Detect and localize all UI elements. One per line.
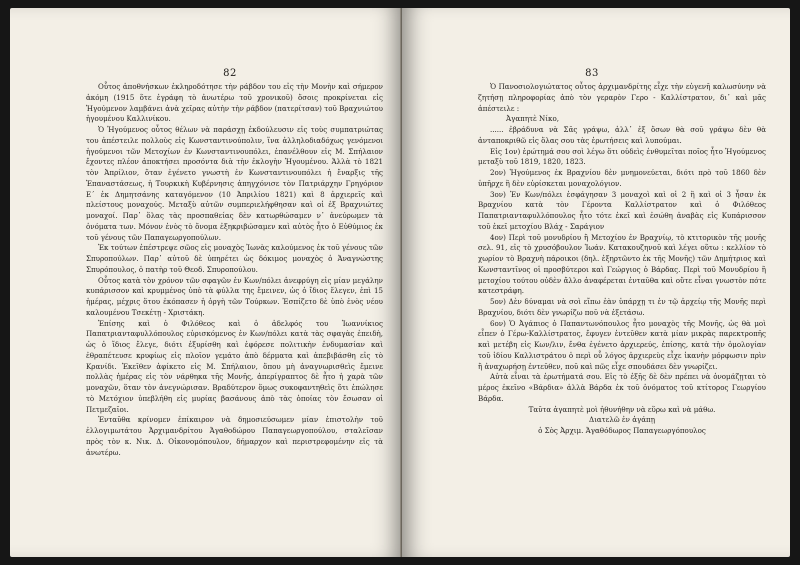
letter-paragraph: 5ον) Δὲν δύναμαι νὰ σοὶ εἴπω ἐὰν ὑπάρχῃ τι ἐν τῷ ἀρχείῳ τῆς Μονῆς περὶ Βραχνίου, διότι δὲν γνωρίζω ποῦ νὰ ἐξετάσω. <box>478 297 766 317</box>
paragraph: Οὗτος ἀποθνήσκων ἐκληροδότησε τὴν ράβδον του εἰς τὴν Μονὴν καὶ σήμερον ἀκόμη (1915 ὅτε ἐγράφη τὸ ἀνωτέρω τοῦ χρονικοῦ) ὅσοις προκρίνεται εἰς Ἡγούμενον λαμβάνει ἀνὰ χεῖρας αὐτὴν τὴν ράβδον (πατερίτσαν) τοῦ Βραχνιώτου ἡγουμένου Καλλινίκου. <box>86 82 383 124</box>
page-number-right: 83 <box>585 68 599 79</box>
paragraph: Οὗτος κατὰ τὸν χρόνον τῶν σφαγῶν ἐν Κων/πόλει ἀνεφρύγη εἰς μίαν μεγάλην κυπάρισσον καὶ κρυμμένος ὑπὸ τὰ φύλλα της ἔμεινεν, ὡς ὁ ἴδιος ἔλεγεν, ἐπὶ 15 ἡμέρας, μέχρις ὅτου ἐκόπασεν ἡ ὀργὴ τῶν Τούρκων. Ἐσπίζετο δὲ ὑπὸ ἑνὸς νέου καλουμένου Τσεκέτῃ - Χριστάκη. <box>86 275 383 317</box>
letter-paragraph: 6ον) Ὁ Ἀγάπιος ὁ Παπαντωνόπουλος ἦτο μοναχὸς τῆς Μονῆς, ὡς θὰ μοὶ εἶπεν ὁ Γέρω-Καλλίστρατος, ἔφυγεν ἐντεῦθεν κατὰ μίαν μικρὰς παρεκτροπῆς καὶ μετέβη εἰς Κων/λιν, ἔνθα ἐγένετο ἀρχιερεύς, ἐπίσης, κατὰ τὴν ὁμολογίαν τοῦ ἰδίου Καλλιστράτου ὁ περὶ οὗ λόγος ἀρχιερεὺς εἶχε ἱκανὴν μόρφωσιν πρὶν ἢ ἀναχωρήσῃ ἐντεῦθεν, ποῦ καὶ πῶς εἶχε σπουδάσει δὲν γνωρίζει. <box>478 318 766 371</box>
letter-paragraph: Αὐτὰ εἶναι τὰ ἐρωτήματά σου. Εἰς τὸ ἐξῆς δὲ δὲν πρέπει νὰ ὀνομάζῃται τὸ μέρος ἐκεῖνο «Βάρδια» ἀλλὰ Βάρδα ἐκ τοῦ ὀνόματος τοῦ κτίτορος Γεωργίου Βάρδα. <box>478 372 766 403</box>
letter-salutation: Ἀγαπητὲ Νίκο, <box>506 114 559 124</box>
letter-paragraph: 3ον) Ἐν Κων/πόλει ἐσφάγησαν 3 μοναχοὶ καὶ οἱ 2 ἢ καὶ οἱ 3 ἦσαν ἐκ Βραχνίου κατὰ τὸν Γέροντα Καλλίστρατον καὶ ὁ Φιλόθεος Παπατριανταφυλλόπουλος ἦτο τότε ἐκεῖ καὶ ἐσώθη ἀναβὰς εἰς Κυπάρισσον τοῦ ἐκεῖ μετοχίου Βλάχ - Σαράγιον <box>478 189 766 231</box>
letter-signature: ὁ Σὸς Ἀρχιμ. Ἀγαθόδωρος Παπαγεωργόπουλος <box>538 426 706 435</box>
intro-paragraph: Ὁ Πανοσιολογιώτατος οὗτος ἀρχιμανδρίτης εἶχε τὴν εὐγενῆ καλωσύνην νὰ ζητήσῃ πληροφορίας ἀπὸ τὸν γεραρὸν Γερο - Καλλίστρατον, δι᾽ καὶ μᾶς ἀπέστειλε : <box>478 82 766 113</box>
letter-closing: Ταῦτα ἀγαπητὲ μοὶ ἠθυνήθην νὰ εὕρω καὶ νὰ μάθω. <box>528 404 716 414</box>
right-page-text <box>478 82 766 437</box>
page-number-left: 82 <box>223 68 237 79</box>
left-page <box>10 8 402 557</box>
paragraph: Ἐκ τούτων ἐπέστρεψε σῶος εἰς μοναχὸς Ἰωνὰς καλούμενος ἐκ τοῦ γένους τῶν Σπυροπούλων. Παρ᾽ αὐτοῦ δὲ ὑπηρέτει ὡς δόκιμος μοναχὸς ὁ Ἀναγνώστης Σπυρόπουλος, ὁ πατὴρ τοῦ Θεοδ. Σπυροπούλου. <box>86 243 383 274</box>
paragraph: Ἐπίσης καὶ ὁ Φιλόθεος καὶ ὁ ἀδελφός του Ἰωαννίκιος Παπατριανταφυλλόπουλος εὑρισκόμενος ἐν Κων/πόλει κατὰ τὰς σφαγὰς ἐπειδὴ, ὡς ὁ ἴδιος ἔλεγε, διότι ἐξυρίσθη καὶ ἐφόρεσε πολιτικὴν ἐνδυμασίαν καὶ ἐθραπέτευσε κρυφίως εἰς πλοῖον γεμάτο ἀπὸ δέρματα καὶ ἀπεβιβάσθη εἰς τὸ Κρανίδι. Ἐκεῖθεν ἀφίκετο εἰς Μ. Σπήλαιον, ὅπου μὴ ἀναγνωρισθεὶς ἔμεινε πολλὰς ἡμέρας εἰς τὸν νάρθηκα τῆς Μονῆς, ἀπερίγραπτος δὲ ἦτο ἡ χαρὰ τῶν μοναχῶν, ὅταν τὸν ἀνεγνώρισαν. Βραδύτερον ὅμως συκοφαντηθεὶς ὅτι ἐπώλησε τὸ Μετόχιον ὑπεβλήθη εἰς μυρίας βασάνους ἀπὸ τὰς ὁποίας τὸν ἔσωσαν οἱ Πετμεζαῖοι. <box>86 318 383 414</box>
right-page <box>402 8 790 557</box>
letter-paragraph: Εἰς 1ον) ἐρώτημά σου σοὶ λέγω ὅτι οὐδεὶς ἐνθυμεῖται ποῖος ἦτο Ἡγούμενος μεταξὺ τοῦ 1819, 1820, 1823. <box>478 146 766 167</box>
letter-paragraph: ...... ἐβράδυνα νὰ Σᾶς γράψω, ἀλλ᾽ ἐξ ὅσων θὰ σοῦ γράψω δὲν θὰ ἀνταποκριθῶ εἰς ὅλας σου τὰς ἐρωτήσεις καὶ λυπούμαι. <box>478 125 766 145</box>
letter-paragraph: 4ον) Περὶ τοῦ μονυδρίου ἢ Μετοχίου ἐν Βραχνίῳ, τὸ κτιτορικὸν τῆς μονῆς σελ. 91, εἰς τὸ χρυσόβουλον Ἰωάν. Κατακουζηνοῦ καὶ λέγει οὕτω : κελλίον τὸ χωρίον τὸ Βραχνὴ πάροικοι (δηλ. ἐξηρτῶντο ἐκ τῆς Μονῆς) τῶν Δημήτριος καὶ Κωνσταντῖνος οἱ προσβύτεροι καὶ Γεώργιος ὁ Βάρδας. Περὶ τοῦ Μονυδρίου ἢ μετοχίου τούτου οὐδὲν ἄλλο ἀναφέρεται ἐνταῦθα καὶ οὔτε εἶναι γνωστὸν πότε κατεστράφη. <box>478 232 766 296</box>
paragraph: Ὁ Ἡγούμενος οὗτος θέλων νὰ παράσχῃ ἐκδούλευσιν εἰς τοὺς συμπατριώτας του ἀπέστειλε πολλοὺς εἰς Κωνσταντινούπολιν, ἵνα ἀλληλοδιαδόχως γενόμενοι ἡγούμενοι τῶν Μετοχίων ἐν Κωνσταντινουπόλει, ἐπανέλθουν εἰς Μ. Σπήλαιον ἔχοντες πλέον ἀποκτήσει προσόντα διὰ τὴν ἐκλογὴν Ἡγουμένου. Ἀλλὰ τὸ 1821 τὸν Ἀπρίλιον, ὅταν ἐγένετο γνωστὴ ἐν Κωνσταντινουπόλει ἡ ἔναρξις τῆς Ἐπαναστάσεως, ἡ Τουρκικὴ Κυβέρνησις ἀπηγχόνισε τὸν Πατριάρχην Γρηγόριον Ε΄ ἐκ Δημητσάνης καταγόμενον (10 Ἀπριλίου 1821) καὶ 8 ἀρχιερεῖς καὶ πλείστους μοναχούς. Μεταξὺ αὐτῶν συμπεριελήφθησαν καὶ οἱ ἐξ Βραχνιώτες μοναχοί. Παρ᾽ ὅλας τὰς προσπαθείας δὲν κατωρθώσαμεν ν᾽ ἀνεύρωμεν τὰ ὀνόματα των. Μόνον ἐνὸς τὸ ὄνομα ἐξηκριβώσαμεν καὶ αὐτὸς ἦτο ὁ Εὐθύμιος ἐκ τοῦ γένους τῶν Παπαγεωργοπούλων. <box>86 125 383 242</box>
letter-paragraph: 2ον) Ἡγούμενος ἐκ Βραχνίου δὲν μνημονεύεται, διότι πρὸ τοῦ 1860 δὲν ὑπῆρχε ἢ δὲν εὑρίσκεται μοναχολόγιον. <box>478 168 766 188</box>
paragraph: Ἐνταῦθα κρίνομεν ἐπίκαιρον νὰ δημοσιεύσωμεν μίαν ἐπιστολὴν τοῦ ἐλλογιμωτάτου Ἀρχιμανδρίτου Ἀγαθοδώρου Παπαγεωργοπούλου, σταλεῖσαν πρὸς τὸν κ. Νικ. Δ. Οἰκονομόπουλον, δήμαρχον καὶ περιστρεφομένην εἰς τὰ ἀνωτέρω. <box>86 415 383 457</box>
letter-sign-off: Διατελῶ ἐν ἀγάπῃ <box>589 415 655 425</box>
left-page-text <box>86 82 383 458</box>
